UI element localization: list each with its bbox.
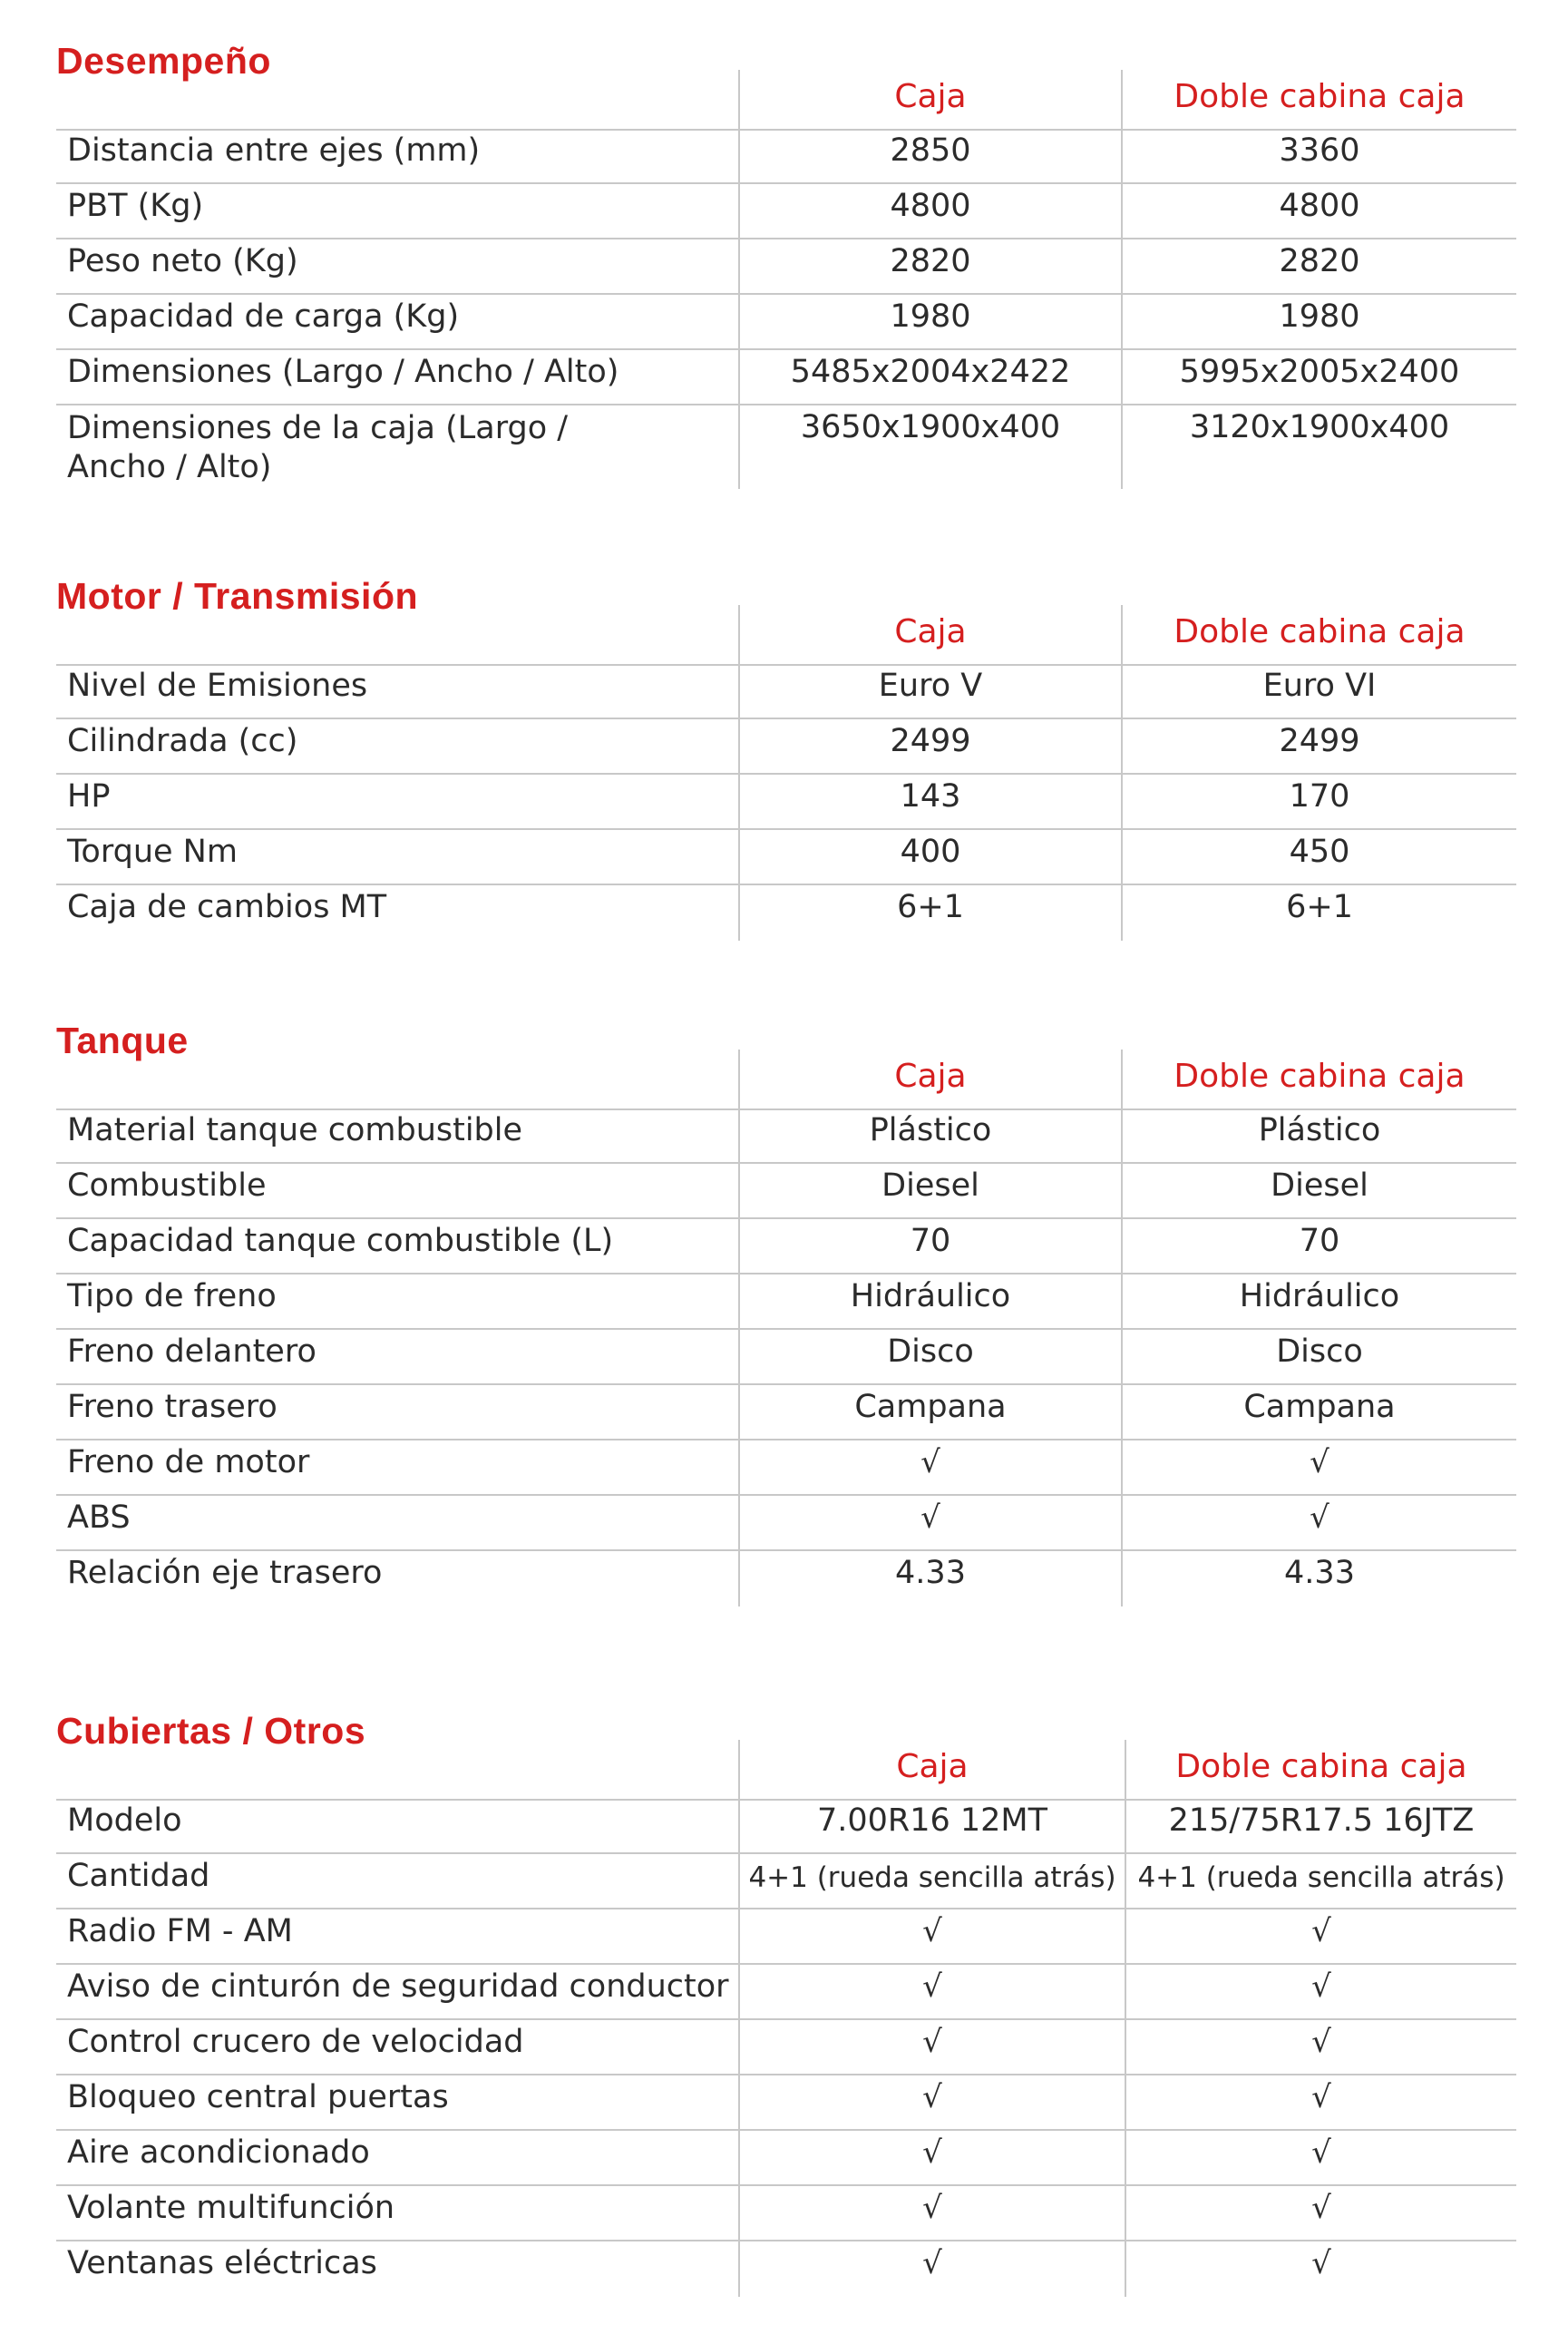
table-row bbox=[56, 129, 1516, 184]
checkmark-icon: √ bbox=[922, 2024, 942, 2060]
table-row bbox=[56, 1385, 1516, 1440]
checkmark-icon: √ bbox=[1310, 1444, 1329, 1480]
row-label: Combustible bbox=[67, 1167, 267, 1204]
table-row bbox=[56, 1330, 1516, 1385]
table-row bbox=[56, 405, 1516, 489]
row-label: Cantidad bbox=[67, 1858, 210, 1894]
row-label: Modelo bbox=[67, 1802, 182, 1839]
row-label: Caja de cambios MT bbox=[67, 889, 387, 925]
table-row bbox=[56, 1799, 1516, 1854]
value-caja: Campana bbox=[854, 1389, 1007, 1425]
row-label: PBT (Kg) bbox=[67, 188, 204, 224]
value-caja: 7.00R16 12MT bbox=[816, 1802, 1048, 1839]
value-doble-cabina: 70 bbox=[1299, 1223, 1340, 1259]
value-doble-cabina: 4.33 bbox=[1284, 1555, 1355, 1591]
value-doble-cabina: 1980 bbox=[1279, 298, 1360, 335]
checkmark-icon: √ bbox=[1311, 1968, 1331, 2005]
value-caja: 143 bbox=[900, 778, 961, 815]
value-doble-cabina: 2820 bbox=[1279, 243, 1360, 279]
column-header-caja: Caja bbox=[894, 78, 967, 115]
checkmark-icon: √ bbox=[1311, 2134, 1331, 2171]
table-row bbox=[56, 1440, 1516, 1496]
value-caja: 1980 bbox=[890, 298, 971, 335]
table-row bbox=[56, 719, 1516, 775]
checkmark-icon: √ bbox=[1311, 2079, 1331, 2115]
checkmark-icon: √ bbox=[1311, 2024, 1331, 2060]
column-header-doble-cabina: Doble cabina caja bbox=[1174, 1058, 1466, 1095]
table-header bbox=[56, 1050, 1516, 1110]
checkmark-icon: √ bbox=[922, 2134, 942, 2171]
value-doble-cabina: 3120x1900x400 bbox=[1189, 409, 1450, 445]
row-label: Peso neto (Kg) bbox=[67, 243, 298, 279]
row-label: Distancia entre ejes (mm) bbox=[67, 132, 481, 169]
row-label: Freno delantero bbox=[67, 1333, 317, 1370]
table-row bbox=[56, 350, 1516, 405]
table-row bbox=[56, 1219, 1516, 1274]
table-row bbox=[56, 2075, 1516, 2131]
value-caja: 4.33 bbox=[895, 1555, 966, 1591]
value-doble-cabina: Plástico bbox=[1258, 1112, 1381, 1148]
table-row bbox=[56, 184, 1516, 239]
value-caja: 70 bbox=[910, 1223, 951, 1259]
table-header bbox=[56, 1740, 1516, 1801]
value-doble-cabina: 170 bbox=[1289, 778, 1350, 815]
table-row bbox=[56, 2241, 1516, 2297]
value-caja: 4+1 (rueda sencilla atrás) bbox=[748, 1861, 1116, 1894]
row-label: Freno de motor bbox=[67, 1444, 310, 1480]
row-label: Cilindrada (cc) bbox=[67, 723, 298, 759]
value-doble-cabina: 4+1 (rueda sencilla atrás) bbox=[1137, 1861, 1505, 1894]
table-row bbox=[56, 1496, 1516, 1551]
value-caja: 3650x1900x400 bbox=[800, 409, 1061, 445]
value-doble-cabina: 215/75R17.5 16JTZ bbox=[1168, 1802, 1475, 1839]
value-caja: Hidráulico bbox=[850, 1278, 1011, 1314]
value-doble-cabina: Euro VI bbox=[1262, 668, 1377, 704]
value-caja: 2850 bbox=[890, 132, 971, 169]
value-doble-cabina: Hidráulico bbox=[1239, 1278, 1400, 1314]
section-title: Cubiertas / Otros bbox=[56, 1710, 366, 1752]
value-caja: 400 bbox=[900, 834, 961, 870]
table-row bbox=[56, 885, 1516, 941]
row-label: Capacidad de carga (Kg) bbox=[67, 298, 460, 335]
checkmark-icon: √ bbox=[1311, 2245, 1331, 2281]
column-header-caja: Caja bbox=[894, 1058, 967, 1095]
value-doble-cabina: Diesel bbox=[1271, 1167, 1368, 1204]
row-label: Ventanas eléctricas bbox=[67, 2245, 377, 2281]
table-row bbox=[56, 2020, 1516, 2075]
table-row bbox=[56, 2186, 1516, 2241]
value-doble-cabina: 6+1 bbox=[1286, 889, 1353, 925]
table-row bbox=[56, 239, 1516, 295]
table-row bbox=[56, 2131, 1516, 2186]
section-title: Desempeño bbox=[56, 40, 271, 82]
section-title: Tanque bbox=[56, 1020, 189, 1061]
value-caja: 4800 bbox=[890, 188, 971, 224]
checkmark-icon: √ bbox=[1311, 1913, 1331, 1949]
row-label: Aire acondicionado bbox=[67, 2134, 370, 2171]
row-label: Dimensiones (Largo / Ancho / Alto) bbox=[67, 354, 619, 390]
value-doble-cabina: Disco bbox=[1276, 1333, 1363, 1370]
value-caja: Disco bbox=[887, 1333, 974, 1370]
column-header-doble-cabina: Doble cabina caja bbox=[1174, 613, 1466, 650]
row-label: Tipo de freno bbox=[67, 1278, 277, 1314]
column-header-caja: Caja bbox=[896, 1748, 969, 1785]
column-header-caja: Caja bbox=[894, 613, 967, 650]
table-row bbox=[56, 1909, 1516, 1965]
row-label: Bloqueo central puertas bbox=[67, 2079, 449, 2115]
value-doble-cabina: 2499 bbox=[1279, 723, 1360, 759]
section-title: Motor / Transmisión bbox=[56, 575, 419, 617]
value-doble-cabina: 3360 bbox=[1279, 132, 1360, 169]
row-label: Dimensiones de la caja (Largo / Ancho / Alto) bbox=[67, 410, 569, 485]
table-row bbox=[56, 295, 1516, 350]
table-row bbox=[56, 1274, 1516, 1330]
value-doble-cabina: 5995x2005x2400 bbox=[1179, 354, 1460, 390]
row-label: Aviso de cinturón de seguridad conductor bbox=[67, 1968, 729, 2005]
value-doble-cabina: Campana bbox=[1243, 1389, 1396, 1425]
row-label: Material tanque combustible bbox=[67, 1112, 523, 1148]
table-row bbox=[56, 1108, 1516, 1164]
checkmark-icon: √ bbox=[920, 1499, 940, 1536]
checkmark-icon: √ bbox=[922, 1913, 942, 1949]
value-doble-cabina: 4800 bbox=[1279, 188, 1360, 224]
row-label: Radio FM - AM bbox=[67, 1913, 293, 1949]
checkmark-icon: √ bbox=[1311, 2190, 1331, 2226]
column-header-doble-cabina: Doble cabina caja bbox=[1174, 78, 1466, 115]
value-caja: 6+1 bbox=[897, 889, 964, 925]
value-caja: Euro V bbox=[878, 668, 983, 704]
column-header-doble-cabina: Doble cabina caja bbox=[1175, 1748, 1467, 1785]
table-row bbox=[56, 1551, 1516, 1606]
checkmark-icon: √ bbox=[1310, 1499, 1329, 1536]
row-label: ABS bbox=[67, 1499, 131, 1536]
value-caja: 2820 bbox=[890, 243, 971, 279]
row-label: Nivel de Emisiones bbox=[67, 668, 368, 704]
checkmark-icon: √ bbox=[922, 2079, 942, 2115]
table-header bbox=[56, 605, 1516, 666]
checkmark-icon: √ bbox=[922, 2245, 942, 2281]
value-caja: Diesel bbox=[881, 1167, 979, 1204]
row-label: Relación eje trasero bbox=[67, 1555, 383, 1591]
row-label: Capacidad tanque combustible (L) bbox=[67, 1223, 614, 1259]
table-row bbox=[56, 775, 1516, 830]
table-header bbox=[56, 70, 1516, 131]
table-row bbox=[56, 1965, 1516, 2020]
table-row bbox=[56, 1164, 1516, 1219]
value-caja: 5485x2004x2422 bbox=[790, 354, 1071, 390]
checkmark-icon: √ bbox=[922, 1968, 942, 2005]
row-label: Freno trasero bbox=[67, 1389, 278, 1425]
table-row bbox=[56, 830, 1516, 885]
table-row bbox=[56, 664, 1516, 719]
row-label: HP bbox=[67, 778, 111, 815]
value-caja: 2499 bbox=[890, 723, 971, 759]
checkmark-icon: √ bbox=[920, 1444, 940, 1480]
checkmark-icon: √ bbox=[922, 2190, 942, 2226]
row-label: Volante multifunción bbox=[67, 2190, 395, 2226]
value-caja: Plástico bbox=[869, 1112, 992, 1148]
table-row bbox=[56, 1854, 1516, 1909]
value-doble-cabina: 450 bbox=[1289, 834, 1350, 870]
row-label: Control crucero de velocidad bbox=[67, 2024, 524, 2060]
row-label: Torque Nm bbox=[67, 834, 238, 870]
